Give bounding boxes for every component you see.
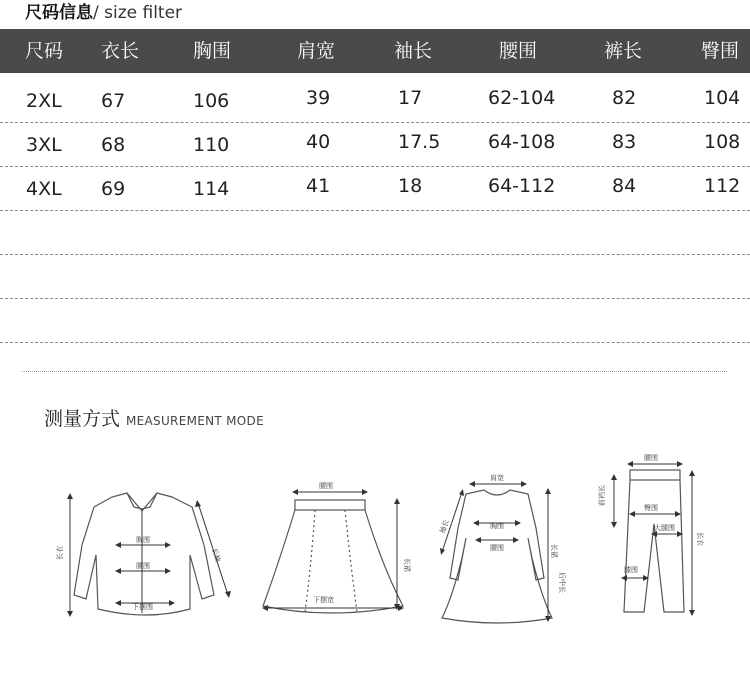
cell-length: 67	[101, 90, 126, 112]
cell-length: 68	[101, 134, 126, 156]
table-row	[0, 211, 750, 255]
shirt-sleeve-label: 长袖	[210, 547, 223, 563]
cell-shoulder: 40	[306, 131, 331, 153]
pants-waist-label: 腰围	[644, 454, 658, 462]
size-table-header	[0, 29, 750, 73]
cell-chest: 114	[193, 178, 230, 200]
measurement-title-zh: 测量方式	[44, 408, 121, 430]
pants-thigh-label: 大腿围	[654, 524, 675, 532]
cell-shoulder: 41	[306, 175, 331, 197]
pants-hip-label: 臀围	[644, 504, 658, 512]
cell-size: 4XL	[26, 178, 62, 200]
pants-knee-label: 膝围	[624, 566, 638, 574]
dress-waist-label: 腰围	[490, 544, 504, 552]
col-header-hip: 臀围	[701, 40, 740, 62]
dress-shoulder-label: 肩宽	[490, 474, 504, 482]
cell-sleeve: 18	[398, 175, 423, 197]
dress-chest-label: 胸围	[490, 522, 504, 530]
table-row	[0, 79, 750, 123]
col-header-sleeve: 袖长	[394, 40, 433, 62]
skirt-waist-label: 腰围	[319, 482, 333, 490]
pants-length-label: 长衣	[696, 532, 704, 546]
section-title-zh: 尺码信息	[25, 3, 93, 23]
cell-shoulder: 39	[306, 87, 331, 109]
row-divider	[0, 342, 750, 343]
cell-waist: 64-112	[488, 175, 556, 197]
shirt-hem-label: 下摆围	[132, 603, 153, 611]
cell-sleeve: 17.5	[398, 131, 441, 153]
cell-hip: 112	[704, 175, 741, 197]
skirt-diagram	[255, 478, 415, 628]
table-row	[0, 299, 750, 343]
shirt-diagram	[52, 485, 242, 635]
cell-size: 3XL	[26, 134, 62, 156]
cell-length: 69	[101, 178, 126, 200]
cell-pants: 82	[612, 87, 637, 109]
col-header-shoulder: 肩宽	[297, 40, 336, 62]
section-divider	[22, 371, 727, 372]
cell-waist: 62-104	[488, 87, 556, 109]
table-row	[0, 167, 750, 211]
cell-hip: 104	[704, 87, 741, 109]
cell-pants: 84	[612, 175, 637, 197]
col-header-size: 尺码	[25, 40, 64, 62]
dress-diagram	[432, 468, 582, 630]
col-header-length: 衣长	[101, 40, 140, 62]
shirt-chest-label: 胸围	[136, 536, 150, 544]
shirt-waist-label: 腰围	[136, 562, 150, 570]
cell-chest: 106	[193, 90, 230, 112]
dress-length-label: 长裙	[550, 544, 558, 558]
cell-size: 2XL	[26, 90, 62, 112]
cell-hip: 108	[704, 131, 741, 153]
pants-diagram	[592, 452, 710, 628]
skirt-hem-label: 下摆宽	[313, 596, 334, 604]
cell-chest: 110	[193, 134, 230, 156]
skirt-length-label: 长裙	[403, 558, 411, 572]
col-header-pants: 裤长	[604, 40, 643, 62]
pants-rise-label: 前裆长	[598, 485, 606, 506]
measurement-title	[44, 404, 264, 431]
col-header-waist: 腰围	[499, 40, 538, 62]
dress-sleeve-label: 袖长	[438, 518, 451, 535]
dress-back-label: 后中长	[558, 572, 566, 593]
table-row	[0, 123, 750, 167]
cell-sleeve: 17	[398, 87, 423, 109]
section-title	[25, 3, 182, 23]
col-header-chest: 胸围	[193, 40, 232, 62]
cell-waist: 64-108	[488, 131, 556, 153]
section-title-en: / size filter	[93, 3, 183, 23]
measurement-title-en: MEASUREMENT MODE	[126, 414, 264, 428]
shirt-length-label: 长衣	[56, 546, 64, 560]
table-row	[0, 255, 750, 299]
cell-pants: 83	[612, 131, 637, 153]
